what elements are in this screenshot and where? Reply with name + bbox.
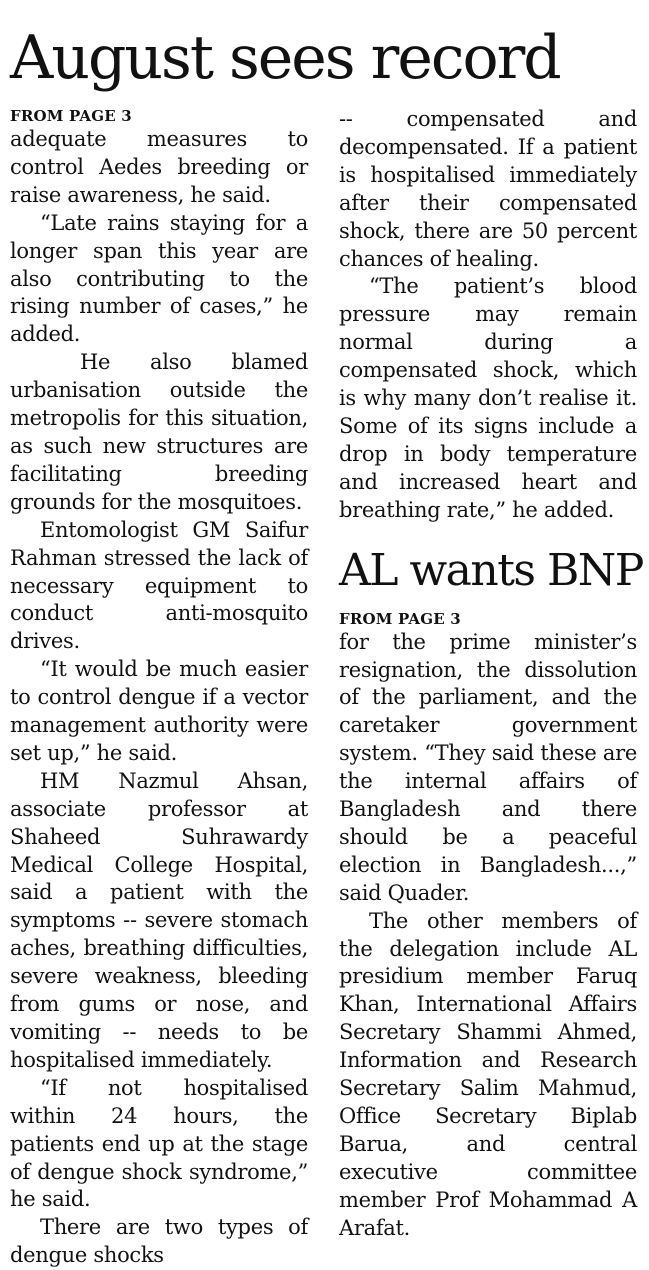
main-headline: August sees record [10,23,560,93]
body-paragraph: “If not hospitalised within 24 hours, the patients end up at the stage of dengue shock syndrome,” he said. [10,1075,308,1212]
body-paragraph: “Late rains staying for a longer span this year are also contributing to the rising number of cases,” he added. [10,210,308,347]
jump-label: FROM PAGE 3 [339,609,461,628]
body-paragraph: “The patient’s blood pressure may remain normal during a compensated shock, which is why many don’t realise it. Some of its signs include a drop in body temperature and increased heart and breathing rate,” he added. [339,274,637,522]
body-paragraph: HM Nazmul Ahsan, associate professor at Shaheed Suhrawardy Medical College Hospital, said a patient with the symptoms -- severe stomach aches, breathing difficulties, severe weakness, bleeding from gums or nose, and vomiting -- needs to be hospitalised immediately. [10,768,308,1072]
body-paragraph: Entomologist GM Saifur Rahman stressed the lack of necessary equipment to conduct anti-mosquito drives. [10,517,308,654]
main-article-left-column [10,106,308,1270]
body-paragraph: The other members of the delegation include AL presidium member Faruq Khan, International Affairs Secretary Shammi Ahmed, Information and Research Secretary Salim Mahmud, Office Secretary Biplab Barua, and central executive committee member Prof Mohammad A Arafat. [339,908,637,1240]
right-column [339,106,643,1243]
body-paragraph: He also blamed urbanisation outside the metropolis for this situation, as such new structures are facilitating breeding grounds for the mosquitoes. [10,350,308,514]
jump-label: FROM PAGE 3 [10,107,132,125]
body-paragraph: for the prime minister’s resignation, the dissolution of the parliament, and the caretaker government system. “They said these are the internal affairs of Bangladesh and there should be a peaceful election in Bangladesh...,” said Quader. [339,629,637,905]
body-paragraph: adequate measures to control Aedes breeding or raise awareness, he said. [10,127,308,207]
body-paragraph: -- compensated and decompensated. If a patient is hospitalised immediately after their compensated shock, there are 50 percent chances of healing. [339,107,637,271]
second-headline: AL wants BNP [339,544,643,596]
body-paragraph: There are two types of dengue shocks [10,1215,308,1268]
body-paragraph: “It would be much easier to control dengue if a vector management authority were set up,” he said. [10,657,308,765]
